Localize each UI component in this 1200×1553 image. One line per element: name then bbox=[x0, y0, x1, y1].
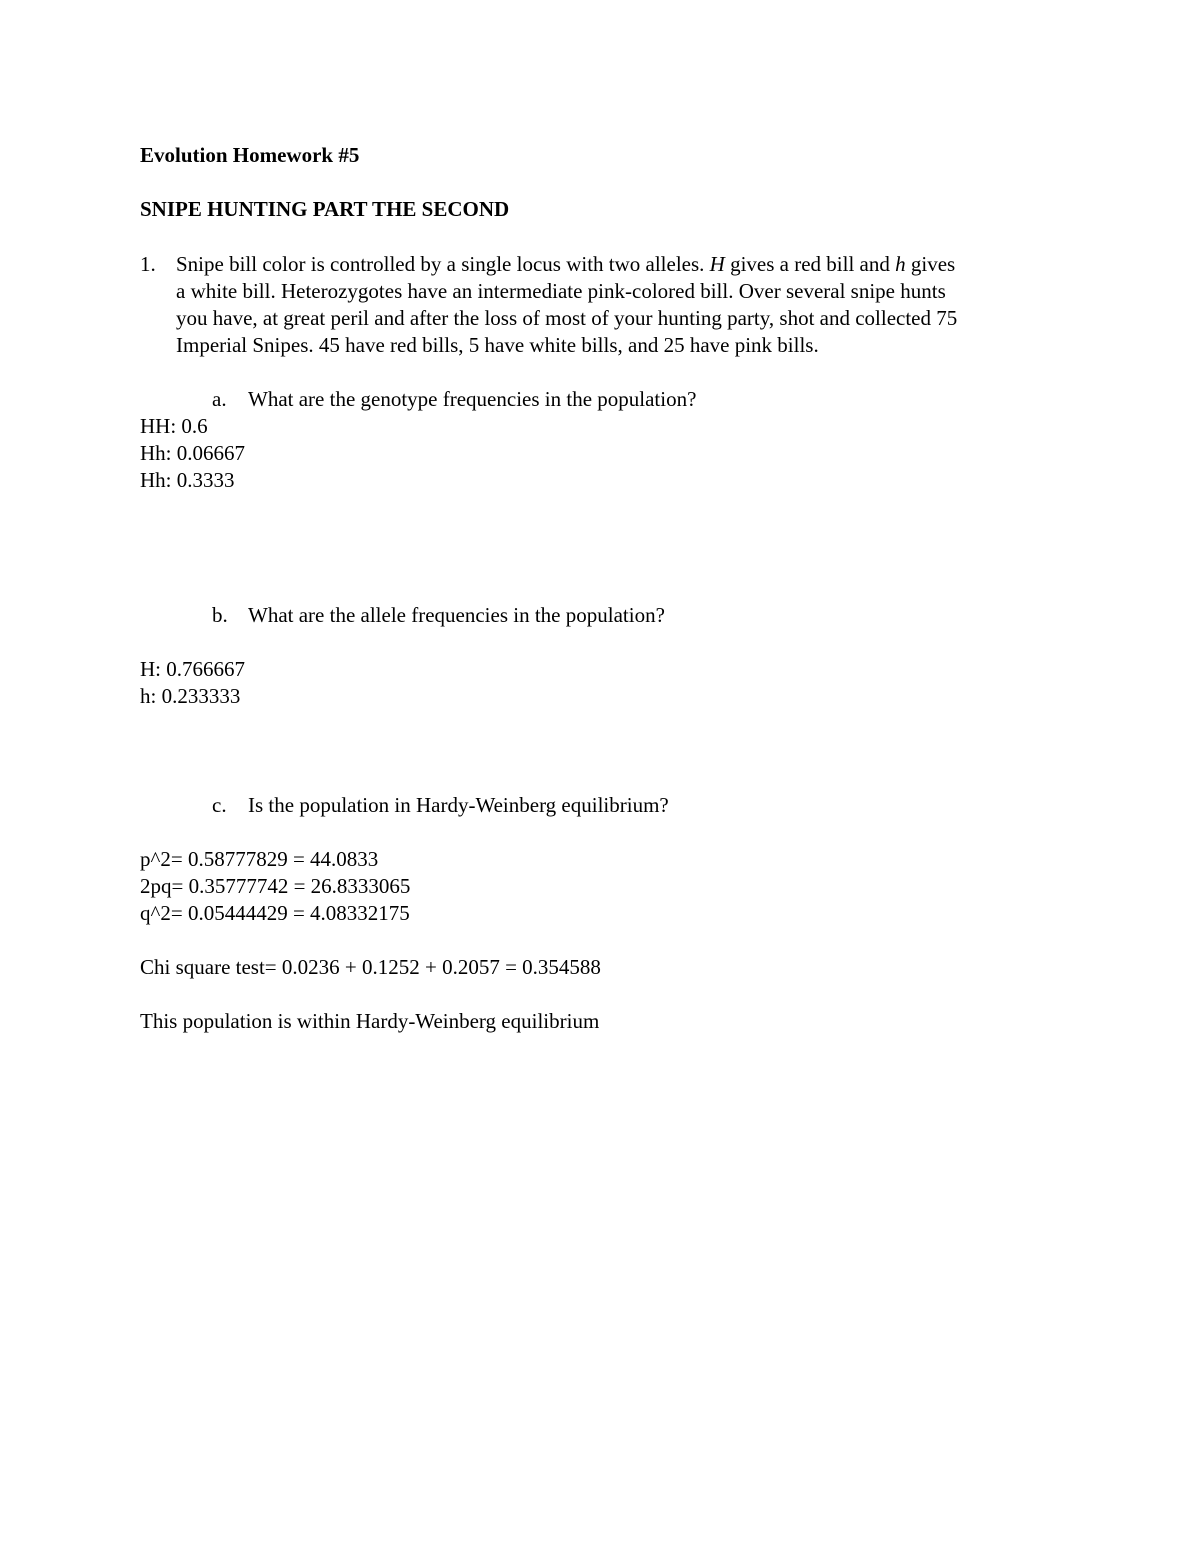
genotype-frequency-answer: Hh: 0.3333 bbox=[140, 468, 235, 492]
question-number: 1. bbox=[140, 252, 156, 276]
expected-frequency-line: q^2= 0.05444429 = 4.08332175 bbox=[140, 901, 410, 925]
part-b-prompt: What are the allele frequencies in the population? bbox=[248, 603, 665, 627]
chi-square-result: Chi square test= 0.0236 + 0.1252 + 0.2057 = 0.354588 bbox=[140, 955, 601, 979]
part-c-prompt: Is the population in Hardy-Weinberg equilibrium? bbox=[248, 793, 669, 817]
question-text-segment: gives bbox=[905, 252, 956, 276]
allele-frequency-answer: H: 0.766667 bbox=[140, 657, 245, 681]
part-a-letter: a. bbox=[212, 387, 227, 411]
genotype-frequency-answer: HH: 0.6 bbox=[140, 414, 208, 438]
document-subtitle: SNIPE HUNTING PART THE SECOND bbox=[140, 197, 510, 221]
question-text-line-1 bbox=[176, 251, 955, 278]
allele-H-symbol: H bbox=[709, 252, 725, 276]
part-b-letter: b. bbox=[212, 603, 228, 627]
document-title: Evolution Homework #5 bbox=[140, 143, 360, 167]
question-text-line-4: Imperial Snipes. 45 have red bills, 5 have white bills, and 25 have pink bills. bbox=[176, 333, 819, 357]
question-text-line-3: you have, at great peril and after the loss of most of your hunting party, shot and collected 75 bbox=[176, 306, 958, 330]
question-text-segment: Snipe bill color is controlled by a single locus with two alleles. bbox=[176, 252, 710, 276]
part-c-letter: c. bbox=[212, 793, 227, 817]
allele-frequency-answer: h: 0.233333 bbox=[140, 684, 241, 708]
expected-frequency-line: 2pq= 0.35777742 = 26.8333065 bbox=[140, 874, 411, 898]
allele-h-symbol: h bbox=[895, 252, 906, 276]
part-a-prompt: What are the genotype frequencies in the population? bbox=[248, 387, 697, 411]
genotype-frequency-answer: Hh: 0.06667 bbox=[140, 441, 245, 465]
question-text-line-2: a white bill. Heterozygotes have an intermediate pink-colored bill. Over several snipe hunts bbox=[176, 279, 946, 303]
question-text-segment: gives a red bill and bbox=[724, 252, 896, 276]
expected-frequency-line: p^2= 0.58777829 = 44.0833 bbox=[140, 847, 379, 871]
conclusion: This population is within Hardy-Weinberg equilibrium bbox=[140, 1009, 600, 1033]
